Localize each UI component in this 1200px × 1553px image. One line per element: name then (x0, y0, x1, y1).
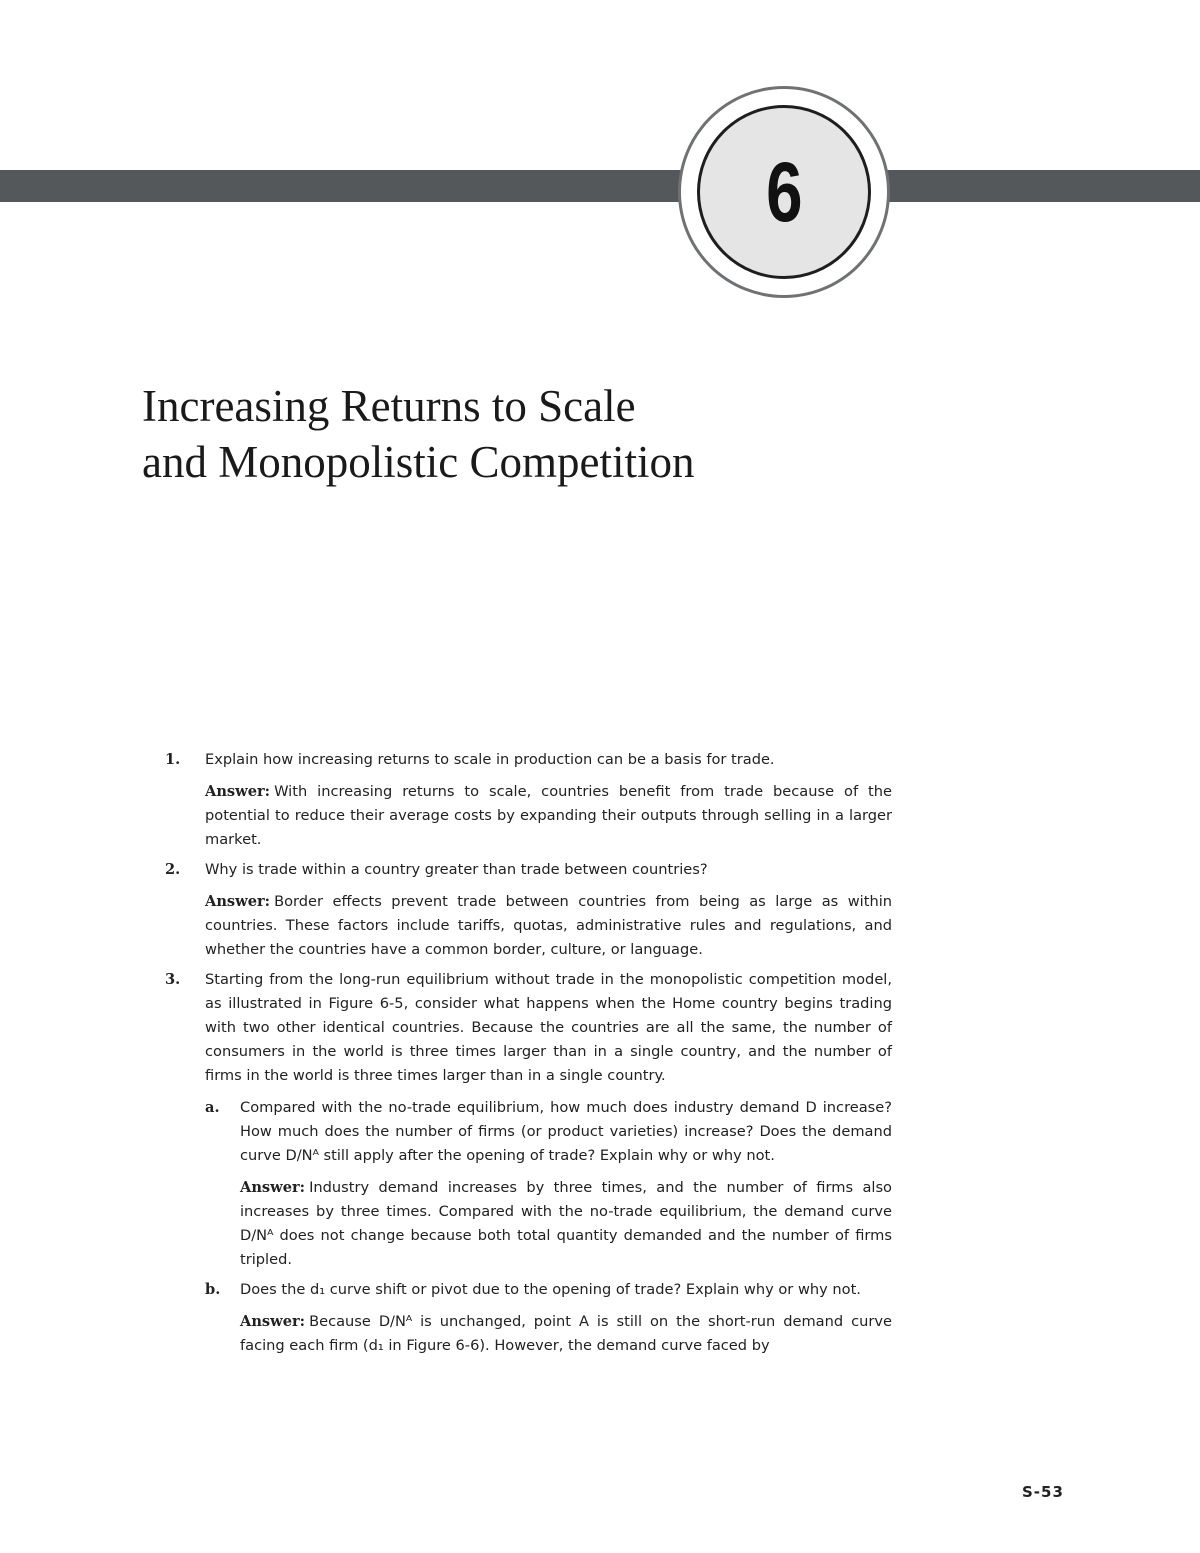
answer-text: Because D/Nᴬ is unchanged, point A is still on the short-run demand curve facing each firm (d₁ in Figure 6-6). However, the demand curve faced by (240, 1313, 892, 1354)
subquestion-text: Compared with the no-trade equilibrium, how much does industry demand D increase? How much does the number of firms (or product varieties) increase? Does the demand curve D/Nᴬ still apply after the opening of trade? Explain why or why not. (240, 1099, 892, 1164)
chapter-number: 6 (765, 145, 803, 239)
chapter-title-line-1: Increasing Returns to Scale (142, 381, 636, 431)
question-number: 3. (165, 971, 181, 988)
question-list (165, 748, 892, 1364)
question-text: Starting from the long-run equilibrium without trade in the monopolistic competition model, as illustrated in Figure 6-5, consider what happens when the Home country begins trading with two other identical countries. Because the countries are all the same, the number of consumers in the world is three times larger than in a single country, and the number of firms in the world is three times larger than in a single country. (205, 971, 892, 1084)
answer-text: Industry demand increases by three times, and the number of firms also increases by three times. Compared with the no-trade equilibrium, the demand curve D/Nᴬ does not change because both total quantity demanded and the number of firms tripled. (240, 1179, 892, 1268)
subquestion-b (205, 1278, 892, 1358)
answer-label: Answer: (205, 893, 271, 910)
answer-text: Border effects prevent trade between countries from being as large as within countries. These factors include tariffs, quotas, administrative rules and regulations, and whether the countries have a common border, culture, or language. (205, 893, 892, 958)
question-text: Explain how increasing returns to scale in production can be a basis for trade. (205, 751, 775, 768)
chapter-number-disc (697, 105, 871, 279)
answer-label: Answer: (240, 1313, 306, 1330)
page-number: S-53 (1022, 1483, 1064, 1501)
question-number: 1. (165, 751, 181, 768)
subquestion-a (205, 1096, 892, 1272)
subquestion-letter: b. (205, 1281, 221, 1298)
chapter-title (142, 378, 694, 490)
question-item-1 (165, 748, 892, 852)
answer-paragraph (205, 780, 892, 852)
question-number: 2. (165, 861, 181, 878)
chapter-header-band (0, 170, 1200, 202)
answer-paragraph (240, 1176, 892, 1272)
question-item-3 (165, 968, 892, 1358)
answer-text: With increasing returns to scale, countries benefit from trade because of the potential to reduce their average costs by expanding their outputs through selling in a larger market. (205, 783, 892, 848)
question-item-2 (165, 858, 892, 962)
chapter-number-badge (678, 86, 890, 298)
question-text: Why is trade within a country greater than trade between countries? (205, 861, 708, 878)
subquestion-text: Does the d₁ curve shift or pivot due to the opening of trade? Explain why or why not. (240, 1281, 861, 1298)
answer-label: Answer: (240, 1179, 306, 1196)
answer-paragraph (240, 1310, 892, 1358)
answer-label: Answer: (205, 783, 271, 800)
answer-paragraph (205, 890, 892, 962)
subquestion-letter: a. (205, 1099, 220, 1116)
chapter-title-line-2: and Monopolistic Competition (142, 437, 695, 487)
